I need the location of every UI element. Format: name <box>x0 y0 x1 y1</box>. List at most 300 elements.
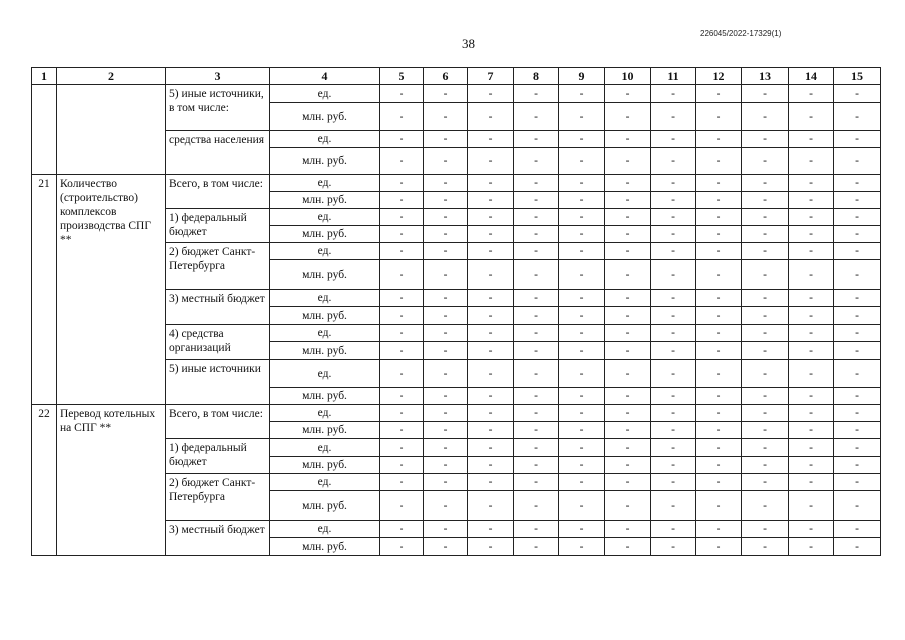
value-cell <box>742 474 789 491</box>
dash-value: - <box>625 245 630 257</box>
value-cell <box>514 388 559 405</box>
dash-value: - <box>763 110 767 123</box>
value-cell <box>789 491 834 521</box>
value-cell <box>742 175 789 192</box>
value-cell <box>834 474 881 491</box>
dash-value: - <box>716 476 721 488</box>
dash-value: - <box>399 110 404 123</box>
dash-value: - <box>809 211 813 223</box>
value-cell <box>468 360 514 388</box>
value-cell <box>424 103 468 131</box>
dash-value: - <box>579 459 584 471</box>
value-cell <box>651 422 696 439</box>
row-number: 22 <box>32 405 57 556</box>
dash-value: - <box>579 476 584 488</box>
dash-value: - <box>488 523 493 535</box>
dash-value: - <box>809 499 813 512</box>
dash-value: - <box>488 292 493 304</box>
dash-value: - <box>855 211 859 223</box>
dash-value: - <box>716 390 721 402</box>
dash-value: - <box>488 390 493 402</box>
value-cell <box>834 388 881 405</box>
dash-value: - <box>716 110 721 123</box>
dash-value: - <box>399 367 404 380</box>
dash-value: - <box>443 459 448 471</box>
value-cell <box>834 175 881 192</box>
dash-value: - <box>855 110 859 123</box>
value-cell <box>696 209 742 226</box>
value-cell <box>559 103 605 131</box>
value-cell <box>605 538 651 556</box>
value-cell <box>789 439 834 457</box>
value-cell <box>605 290 651 307</box>
dash-value: - <box>443 499 448 512</box>
dash-value: - <box>671 177 675 189</box>
dash-value: - <box>855 177 859 189</box>
dash-value: - <box>763 194 767 206</box>
value-cell <box>696 457 742 474</box>
dash-value: - <box>443 540 448 553</box>
table-row <box>32 175 881 192</box>
value-cell <box>742 85 789 103</box>
value-cell <box>380 260 424 290</box>
value-cell <box>789 290 834 307</box>
dash-value: - <box>716 133 721 145</box>
value-cell <box>834 307 881 325</box>
value-cell <box>380 192 424 209</box>
dash-value: - <box>443 87 448 100</box>
value-cell <box>742 290 789 307</box>
dash-value: - <box>443 211 448 223</box>
dash-value: - <box>671 309 675 322</box>
dash-value: - <box>671 476 675 488</box>
value-cell <box>468 209 514 226</box>
value-cell <box>742 388 789 405</box>
value-cell <box>468 342 514 360</box>
dash-value: - <box>399 268 404 281</box>
dash-value: - <box>534 424 538 436</box>
dash-value: - <box>809 228 813 240</box>
dash-value: - <box>579 367 584 380</box>
value-cell <box>468 192 514 209</box>
dash-value: - <box>579 211 584 223</box>
value-cell <box>559 175 605 192</box>
dash-value: - <box>488 367 493 380</box>
dash-value: - <box>579 424 584 436</box>
dash-value: - <box>671 459 675 471</box>
value-cell <box>605 103 651 131</box>
value-cell <box>834 103 881 131</box>
unit-cell: млн. руб. <box>270 388 380 405</box>
value-cell <box>424 175 468 192</box>
value-cell <box>468 325 514 342</box>
value-cell <box>605 307 651 325</box>
dash-value: - <box>763 155 767 167</box>
table-row <box>32 85 881 103</box>
value-cell <box>651 360 696 388</box>
value-cell <box>514 103 559 131</box>
value-cell <box>742 260 789 290</box>
column-header-9: 9 <box>559 68 605 85</box>
value-cell <box>380 307 424 325</box>
value-cell <box>742 226 789 243</box>
dash-value: - <box>763 245 767 257</box>
dash-value: - <box>625 309 630 322</box>
value-cell <box>651 457 696 474</box>
value-cell <box>514 131 559 148</box>
value-cell <box>514 175 559 192</box>
dash-value: - <box>399 441 404 454</box>
dash-value: - <box>399 327 404 339</box>
funding-source: 2) бюджет Санкт-Петербурга <box>166 474 270 521</box>
value-cell <box>380 457 424 474</box>
value-cell <box>696 290 742 307</box>
dash-value: - <box>625 476 630 488</box>
dash-value: - <box>488 245 493 257</box>
dash-value: - <box>534 407 538 419</box>
value-cell <box>514 474 559 491</box>
value-cell <box>514 491 559 521</box>
dash-value: - <box>855 228 859 240</box>
value-cell <box>380 439 424 457</box>
dash-value: - <box>443 407 448 419</box>
funding-source: 5) иные источники, в том числе: <box>166 85 270 131</box>
funding-source: 3) местный бюджет <box>166 290 270 325</box>
dash-value: - <box>625 133 630 145</box>
value-cell <box>605 422 651 439</box>
value-cell <box>424 491 468 521</box>
column-header-12: 12 <box>696 68 742 85</box>
dash-value: - <box>855 245 859 257</box>
value-cell <box>605 243 651 260</box>
value-cell <box>559 243 605 260</box>
dash-value: - <box>488 268 493 281</box>
value-cell <box>468 226 514 243</box>
value-cell <box>834 131 881 148</box>
dash-value: - <box>671 499 675 512</box>
dash-value: - <box>809 441 813 454</box>
dash-value: - <box>443 309 448 322</box>
dash-value: - <box>579 292 584 304</box>
value-cell <box>789 474 834 491</box>
value-cell <box>742 307 789 325</box>
value-cell <box>468 422 514 439</box>
dash-value: - <box>763 133 767 145</box>
value-cell <box>559 521 605 538</box>
dash-value: - <box>809 268 813 281</box>
value-cell <box>605 439 651 457</box>
value-cell <box>651 131 696 148</box>
dash-value: - <box>716 327 721 339</box>
value-cell <box>380 538 424 556</box>
value-cell <box>696 342 742 360</box>
dash-value: - <box>579 540 584 553</box>
dash-value: - <box>534 155 538 167</box>
dash-value: - <box>579 133 584 145</box>
value-cell <box>742 103 789 131</box>
dash-value: - <box>671 424 675 436</box>
dash-value: - <box>671 133 675 145</box>
value-cell <box>789 192 834 209</box>
value-cell <box>834 192 881 209</box>
value-cell <box>424 192 468 209</box>
dash-value: - <box>809 459 813 471</box>
dash-value: - <box>534 110 538 123</box>
dash-value: - <box>763 407 767 419</box>
column-header-1: 1 <box>32 68 57 85</box>
dash-value: - <box>855 268 859 281</box>
value-cell <box>380 491 424 521</box>
value-cell <box>789 131 834 148</box>
dash-value: - <box>488 499 493 512</box>
unit-cell: млн. руб. <box>270 192 380 209</box>
dash-value: - <box>534 87 538 100</box>
column-header-7: 7 <box>468 68 514 85</box>
column-header-5: 5 <box>380 68 424 85</box>
value-cell <box>742 131 789 148</box>
value-cell <box>468 131 514 148</box>
dash-value: - <box>855 407 859 419</box>
indicator-name: Перевод котельных на СПГ ** <box>57 405 166 556</box>
value-cell <box>559 342 605 360</box>
value-cell <box>789 325 834 342</box>
value-cell <box>651 209 696 226</box>
value-cell <box>605 175 651 192</box>
dash-value: - <box>534 177 538 189</box>
dash-value: - <box>763 390 767 402</box>
value-cell <box>696 243 742 260</box>
dash-value: - <box>716 441 721 454</box>
unit-cell: млн. руб. <box>270 538 380 556</box>
value-cell <box>789 457 834 474</box>
value-cell <box>424 290 468 307</box>
value-cell <box>468 388 514 405</box>
dash-value: - <box>625 177 630 189</box>
dash-value: - <box>763 459 767 471</box>
unit-cell: ед. <box>270 405 380 422</box>
value-cell <box>514 521 559 538</box>
dash-value: - <box>443 110 448 123</box>
dash-value: - <box>443 155 448 167</box>
value-cell <box>651 388 696 405</box>
value-cell <box>696 103 742 131</box>
value-cell <box>605 131 651 148</box>
dash-value: - <box>671 245 675 257</box>
value-cell <box>559 226 605 243</box>
value-cell <box>605 457 651 474</box>
value-cell <box>834 226 881 243</box>
unit-cell: млн. руб. <box>270 260 380 290</box>
unit-cell: млн. руб. <box>270 148 380 175</box>
document-reference: 226045/2022-17329(1) <box>700 29 782 38</box>
unit-cell: ед. <box>270 175 380 192</box>
value-cell <box>834 85 881 103</box>
value-cell <box>696 175 742 192</box>
value-cell <box>514 260 559 290</box>
dash-value: - <box>625 268 630 281</box>
dash-value: - <box>579 407 584 419</box>
value-cell <box>514 209 559 226</box>
value-cell <box>424 342 468 360</box>
value-cell <box>514 192 559 209</box>
dash-value: - <box>399 424 404 436</box>
page-number: 38 <box>462 36 475 51</box>
value-cell <box>605 405 651 422</box>
value-cell <box>834 243 881 260</box>
row-number <box>32 85 57 175</box>
value-cell <box>651 474 696 491</box>
value-cell <box>696 131 742 148</box>
value-cell <box>424 422 468 439</box>
dash-value: - <box>488 476 493 488</box>
value-cell <box>651 260 696 290</box>
unit-cell: млн. руб. <box>270 342 380 360</box>
dash-value: - <box>855 133 859 145</box>
value-cell <box>789 538 834 556</box>
dash-value: - <box>716 459 721 471</box>
dash-value: - <box>671 292 675 304</box>
dash-value: - <box>716 309 721 322</box>
value-cell <box>514 439 559 457</box>
dash-value: - <box>399 476 404 488</box>
value-cell <box>468 439 514 457</box>
column-header-4: 4 <box>270 68 380 85</box>
dash-value: - <box>855 424 859 436</box>
dash-value: - <box>625 344 630 357</box>
value-cell <box>559 131 605 148</box>
dash-value: - <box>763 292 767 304</box>
dash-value: - <box>809 309 813 322</box>
value-cell <box>651 243 696 260</box>
value-cell <box>468 538 514 556</box>
dash-value: - <box>579 268 584 281</box>
dash-value: - <box>625 327 630 339</box>
value-cell <box>789 103 834 131</box>
column-header-2: 2 <box>57 68 166 85</box>
value-cell <box>696 260 742 290</box>
dash-value: - <box>625 155 630 167</box>
dash-value: - <box>399 407 404 419</box>
dash-value: - <box>763 211 767 223</box>
value-cell <box>468 307 514 325</box>
column-header-13: 13 <box>742 68 789 85</box>
value-cell <box>514 243 559 260</box>
dash-value: - <box>534 245 538 257</box>
dash-value: - <box>809 344 813 357</box>
value-cell <box>834 209 881 226</box>
value-cell <box>742 538 789 556</box>
table-row <box>32 405 881 422</box>
value-cell <box>605 388 651 405</box>
value-cell <box>742 342 789 360</box>
value-cell <box>559 360 605 388</box>
value-cell <box>559 260 605 290</box>
dash-value: - <box>716 344 721 357</box>
value-cell <box>834 439 881 457</box>
value-cell <box>424 388 468 405</box>
dash-value: - <box>399 390 404 402</box>
dash-value: - <box>855 523 859 535</box>
dash-value: - <box>671 367 675 380</box>
dash-value: - <box>534 390 538 402</box>
value-cell <box>424 405 468 422</box>
dash-value: - <box>534 327 538 339</box>
column-header-3: 3 <box>166 68 270 85</box>
value-cell <box>424 307 468 325</box>
table-body <box>32 68 881 556</box>
value-cell <box>424 360 468 388</box>
dash-value: - <box>855 155 859 167</box>
dash-value: - <box>716 540 721 553</box>
funding-source: средства населения <box>166 131 270 175</box>
value-cell <box>424 521 468 538</box>
value-cell <box>380 405 424 422</box>
funding-source: 1) федеральный бюджет <box>166 439 270 474</box>
dash-value: - <box>763 177 767 189</box>
value-cell <box>651 342 696 360</box>
value-cell <box>696 405 742 422</box>
dash-value: - <box>443 133 448 145</box>
dash-value: - <box>716 228 721 240</box>
value-cell <box>424 439 468 457</box>
value-cell <box>789 405 834 422</box>
dash-value: - <box>579 327 584 339</box>
dash-value: - <box>579 177 584 189</box>
dash-value: - <box>625 390 630 402</box>
dash-value: - <box>443 344 448 357</box>
value-cell <box>834 491 881 521</box>
funding-source: 1) федеральный бюджет <box>166 209 270 243</box>
dash-value: - <box>488 540 493 553</box>
value-cell <box>789 226 834 243</box>
value-cell <box>651 226 696 243</box>
dash-value: - <box>763 441 767 454</box>
dash-value: - <box>855 367 859 380</box>
value-cell <box>559 491 605 521</box>
dash-value: - <box>443 441 448 454</box>
dash-value: - <box>855 292 859 304</box>
value-cell <box>514 325 559 342</box>
unit-cell: ед. <box>270 474 380 491</box>
dash-value: - <box>716 268 721 281</box>
value-cell <box>651 192 696 209</box>
value-cell <box>559 307 605 325</box>
value-cell <box>559 439 605 457</box>
value-cell <box>742 521 789 538</box>
dash-value: - <box>534 292 538 304</box>
value-cell <box>651 491 696 521</box>
dash-value: - <box>809 194 813 206</box>
value-cell <box>789 209 834 226</box>
dash-value: - <box>488 211 493 223</box>
value-cell <box>424 131 468 148</box>
unit-cell: ед. <box>270 360 380 388</box>
dash-value: - <box>534 459 538 471</box>
dash-value: - <box>809 407 813 419</box>
dash-value: - <box>579 499 584 512</box>
dash-value: - <box>534 228 538 240</box>
dash-value: - <box>579 87 584 100</box>
value-cell <box>742 148 789 175</box>
dash-value: - <box>716 155 721 167</box>
dash-value: - <box>671 228 675 240</box>
value-cell <box>742 405 789 422</box>
funding-source: 3) местный бюджет <box>166 521 270 556</box>
value-cell <box>559 85 605 103</box>
funding-source: Всего, в том числе: <box>166 175 270 209</box>
value-cell <box>380 85 424 103</box>
dash-value: - <box>763 499 767 512</box>
